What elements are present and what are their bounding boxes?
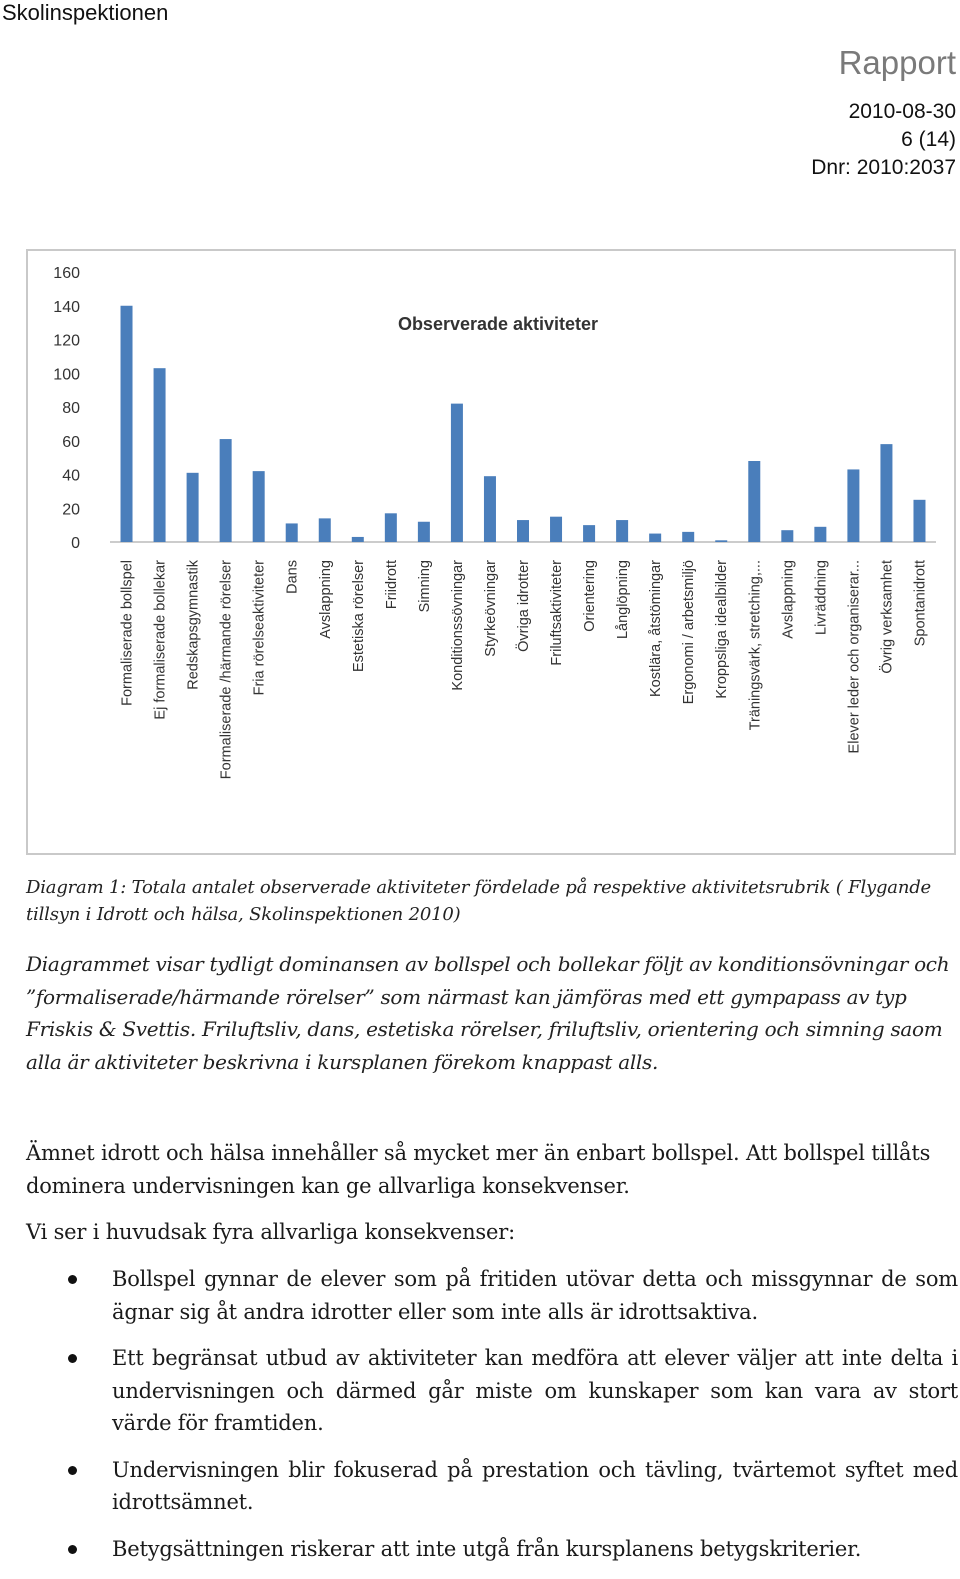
chart-bar bbox=[319, 518, 331, 542]
chart-bar bbox=[583, 525, 595, 542]
y-tick-label: 140 bbox=[53, 298, 80, 316]
chart-bar bbox=[352, 537, 364, 542]
chart-bar bbox=[715, 540, 727, 542]
chart-bar bbox=[286, 523, 298, 542]
chart-bar bbox=[880, 444, 892, 542]
x-category-label: Dans bbox=[284, 560, 301, 594]
y-tick-label: 120 bbox=[53, 332, 80, 350]
x-category-label: Kostlära, åtstömingar bbox=[648, 560, 665, 698]
document-type: Rapport bbox=[838, 44, 956, 81]
chart-bar bbox=[121, 306, 133, 542]
chart-bar bbox=[187, 473, 199, 542]
x-category-label: Kroppsliga idealbilder bbox=[714, 560, 731, 699]
x-category-label: Formaliserade bollspel bbox=[119, 560, 136, 706]
x-category-label: Konditionssövningar bbox=[449, 560, 466, 691]
chart-bar bbox=[682, 532, 694, 542]
x-category-label: Övriga idrotter bbox=[516, 560, 532, 652]
chart-bar bbox=[253, 471, 265, 542]
y-tick-label: 20 bbox=[62, 501, 80, 519]
bullet-icon bbox=[68, 1354, 77, 1363]
chart-commentary: Diagrammet visar tydligt dominansen av bollspel och bollekar följt av konditionsövningar och ”formaliserade/härmande rörelser” som närmast kan jämföras med ett gympapass av typ Friskis & Svettis. Friluftsliv, dans, estetiska rörelser, friluftsliv, orientering och simning saom alla är aktiviteter beskrivna i kursplanen förekom knappast alls. bbox=[26, 952, 950, 1074]
x-category-label: Friluftsaktiviteter bbox=[549, 560, 566, 666]
organization-name: Skolinspektionen bbox=[2, 0, 169, 25]
chart-bar bbox=[616, 520, 628, 542]
list-item bbox=[26, 1342, 958, 1440]
list-item-text: Ett begränsat utbud av aktiviteter kan medföra att elever väljer att inte delta i undervisningen och därmed går miste om kunskaper som kan vara av stort värde för framtiden. bbox=[112, 1346, 958, 1435]
body-paragraph-2: Vi ser i huvudsak fyra allvarliga konsekvenser: bbox=[26, 1220, 515, 1244]
chart-bar bbox=[913, 500, 925, 542]
diary-number: Dnr: 2010:2037 bbox=[811, 156, 956, 179]
x-category-label: Simning bbox=[416, 560, 433, 613]
x-category-label: Träningsvärk, stretching,... bbox=[747, 560, 764, 731]
chart-bar bbox=[418, 522, 430, 542]
bar-chart bbox=[26, 249, 956, 855]
list-item-text: Betygsättningen riskerar att inte utgå från kursplanens betygskriterier. bbox=[112, 1536, 862, 1561]
chart-canvas bbox=[28, 251, 954, 853]
x-category-label: Friidrott bbox=[383, 560, 400, 610]
chart-bar bbox=[649, 534, 661, 542]
chart-bar bbox=[220, 439, 232, 542]
chart-bar bbox=[484, 476, 496, 542]
x-category-label: Övrig verksamhet bbox=[879, 560, 896, 674]
y-tick-label: 160 bbox=[53, 265, 80, 282]
x-category-label: Långlöpning bbox=[615, 560, 632, 640]
chart-bar bbox=[451, 404, 463, 542]
document-date: 2010-08-30 bbox=[848, 100, 956, 123]
x-category-label: Styrkeövningar bbox=[482, 560, 499, 657]
body-paragraph-1: Ämnet idrott och hälsa innehåller så mycket mer än enbart bollspel. Att bollspel tillåts dominera undervisningen kan ge allvarliga konsekvenser. bbox=[26, 1141, 931, 1198]
chart-bar bbox=[847, 469, 859, 542]
list-item bbox=[26, 1533, 958, 1566]
chart-bar bbox=[154, 368, 166, 542]
x-category-label: Orientering bbox=[582, 560, 599, 632]
x-category-label: Livräddning bbox=[813, 560, 830, 635]
chart-bar bbox=[385, 513, 397, 542]
chart-bar bbox=[748, 461, 760, 542]
list-item-text: Bollspel gynnar de elever som på fritiden utövar detta och missgynnar de som ägnar sig åt andra idrotter eller som inte alls är idrottsaktiva. bbox=[112, 1267, 958, 1324]
chart-bar bbox=[781, 530, 793, 542]
list-item-text: Undervisningen blir fokuserad på prestation och tävling, tvärtemot syftet med idrottsämnet. bbox=[112, 1457, 958, 1514]
x-category-label: Avslappning bbox=[780, 560, 797, 639]
y-tick-label: 40 bbox=[62, 467, 80, 485]
x-category-label: Ergonomi / arbetsmiljö bbox=[681, 560, 698, 705]
list-item bbox=[26, 1263, 958, 1328]
x-category-label: Estetiska rörelser bbox=[350, 560, 367, 673]
x-category-label: Elever leder och organiserar... bbox=[846, 560, 863, 754]
chart-bar bbox=[550, 517, 562, 542]
list-item bbox=[26, 1454, 958, 1519]
bullet-icon bbox=[68, 1545, 77, 1554]
chart-caption: Diagram 1: Totala antalet observerade aktiviteter fördelade på respektive aktivitetsrubrik ( Flygande tillsyn i Idrott och hälsa, Skolinspektionen 2010) bbox=[26, 877, 931, 925]
bullet-icon bbox=[68, 1275, 77, 1284]
x-category-label: Redskapsgymnastik bbox=[185, 560, 202, 690]
y-tick-label: 100 bbox=[53, 366, 80, 384]
page-number: 6 (14) bbox=[901, 128, 956, 151]
x-category-label: Formaliserade /härmande rörelser bbox=[218, 560, 235, 780]
x-category-label: Avslappning bbox=[317, 560, 334, 639]
y-tick-label: 80 bbox=[62, 400, 80, 417]
chart-bar bbox=[517, 520, 529, 542]
chart-bar bbox=[814, 527, 826, 542]
chart-title: Observerade aktiviteter bbox=[397, 314, 599, 334]
y-tick-label: 60 bbox=[62, 433, 80, 451]
bullet-icon bbox=[68, 1466, 77, 1475]
x-category-label: Fria rörelseaktiviteter bbox=[251, 560, 268, 696]
consequences-list bbox=[26, 1263, 958, 1579]
x-category-label: Spontanidrott bbox=[912, 560, 929, 647]
x-category-label: Ej formaliserade bollekar bbox=[152, 560, 169, 720]
y-tick-label: 0 bbox=[71, 535, 80, 552]
